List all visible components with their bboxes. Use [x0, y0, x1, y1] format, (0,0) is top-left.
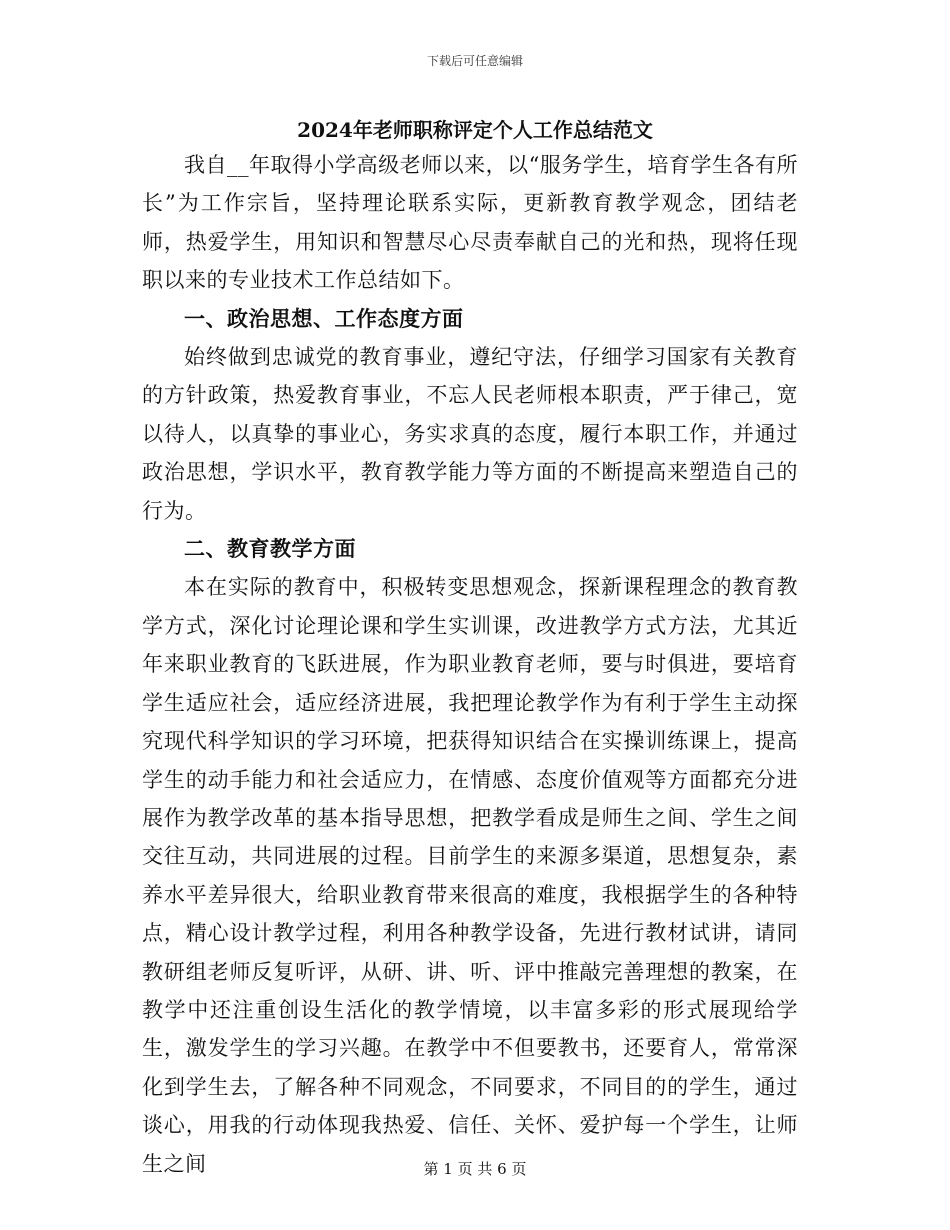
document-body	[142, 146, 798, 1183]
header-note: 下载后可任意编辑	[426, 54, 523, 68]
intro-paragraph: 我自__年取得小学高级老师以来，以“服务学生，培育学生各有所长”为工作宗旨，坚持理论联系实际，更新教育教学观念，团结老师，热爱学生，用知识和智慧尽心尽责奉献自己的光和热，现将任现职以来的专业技术工作总结如下。	[142, 153, 798, 293]
section-body-teaching: 本在实际的教育中，积极转变思想观念，探新课程理念的教育教学方式，深化讨论理论课和学生实训课，改进教学方式方法，尤其近年来职业教育的飞跃进展，作为职业教育老师，要与时俱进，要培育学生适应社会，适应经济进展，我把理论教学作为有利于学生主动探究现代科学知识的学习环境，把获得知识结合在实操训练课上，提高学生的动手能力和社会适应力，在情感、态度价值观等方面都充分进展作为教学改革的基本指导思想，把教学看成是师生之间、学生之间交往互动，共同进展的过程。目前学生的来源多渠道，思想复杂，素养水平差异很大，给职业教育带来很高的难度，我根据学生的各种特点，精心设计教学过程，利用各种教学设备，先进行教材试讲，请同教研组老师反复听评，从研、讲、听、评中推敲完善理想的教案，在教学中还注重创设生活化的教学情境，以丰富多彩的形式展现给学生，激发学生的学习兴趣。在教学中不但要教书，还要育人，常常深化到学生去，了解各种不同观念，不同要求，不同目的的学生，通过谈心，用我的行动体现我热爱、信任、关怀、爱护每一个学生，让师生之间	[142, 575, 798, 1176]
section-heading-politics: 一、政治思想、工作态度方面	[184, 305, 464, 331]
section-body-politics: 始终做到忠诚党的教育事业，遵纪守法，仔细学习国家有关教育的方针政策，热爱教育事业，不忘人民老师根本职责，严于律己，宽以待人，以真挚的事业心，务实求真的态度，履行本职工作，并通过政治思想，学识水平，教育教学能力等方面的不断提高来塑造自己的行为。	[142, 345, 798, 523]
page-number: 第 1 页 共 6 页	[423, 1160, 527, 1178]
document-title: 2024年老师职称评定个人工作总结范文	[297, 118, 653, 142]
section-heading-teaching: 二、教育教学方面	[184, 536, 356, 562]
